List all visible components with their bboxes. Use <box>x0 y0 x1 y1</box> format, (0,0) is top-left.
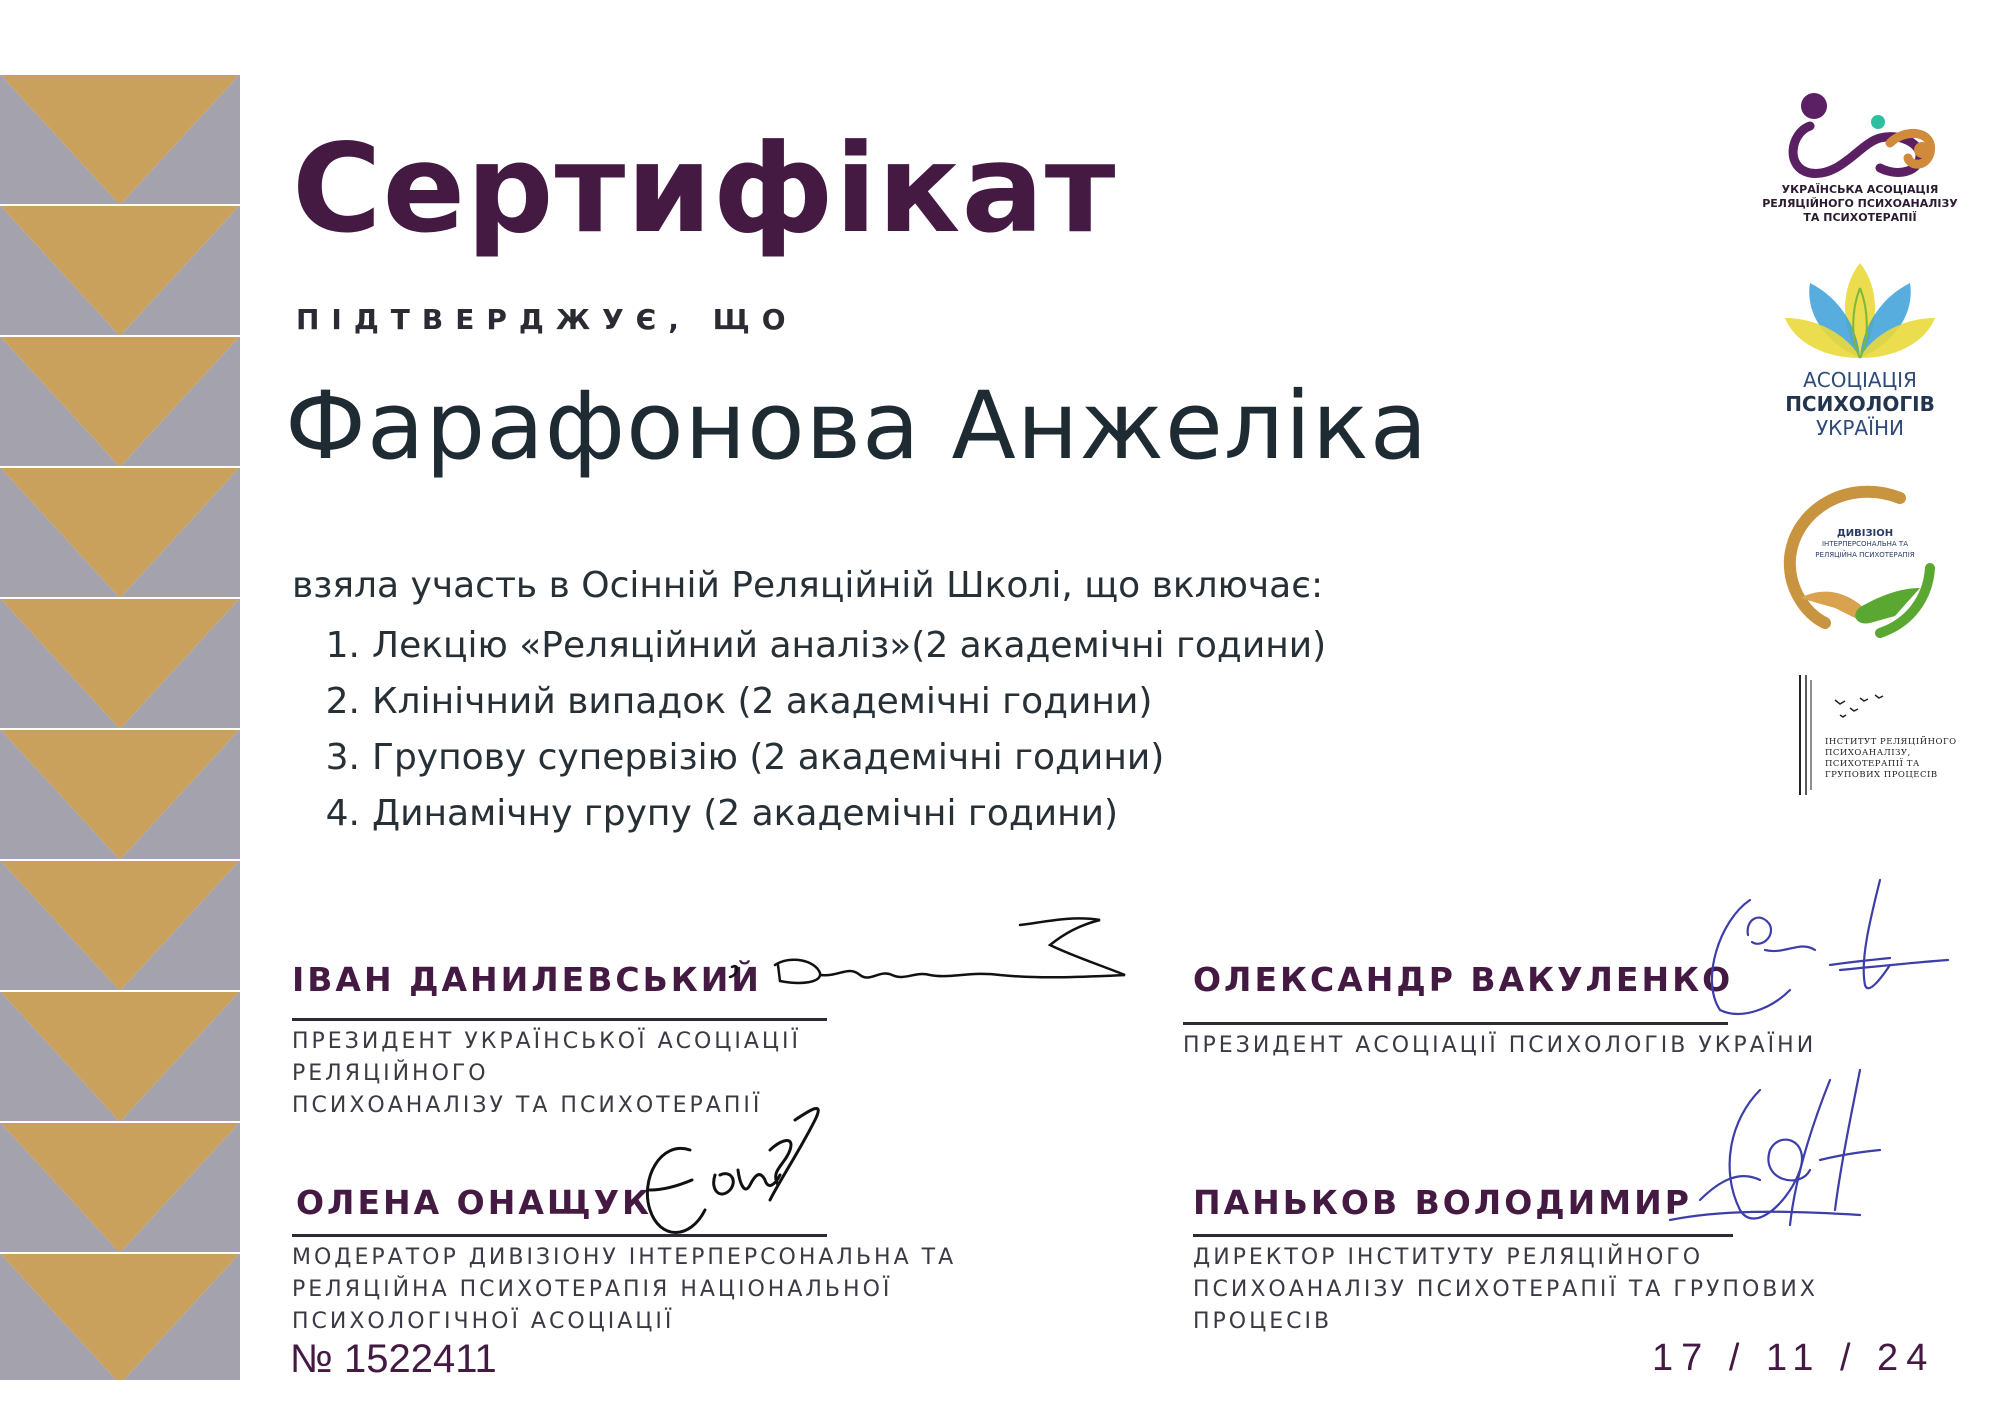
list-item: 1. Лекцію «Реляційний аналіз»(2 академічні години) <box>325 625 1327 666</box>
recipient-name: Фарафонова Анжеліка <box>285 372 1429 481</box>
logo-division: ДИВІЗІОН ІНТЕРПЕРСОНАЛЬНА ТА РЕЛЯЦІЙНА ПСИХОТЕРАПІЯ <box>1780 478 1940 643</box>
signatory-role: ДИРЕКТОР ІНСТИТУТУ РЕЛЯЦІЙНОГО ПСИХОАНАЛІЗУ ПСИХОТЕРАПІЇ ТА ГРУПОВИХ ПРОЦЕСІВ <box>1193 1245 1818 1334</box>
infinity-people-icon <box>1750 88 1970 183</box>
program-list <box>300 618 1326 842</box>
signature-danylevskyi <box>720 905 1140 1005</box>
logo-uarpp: УКРАЇНСЬКА АСОЦІАЦІЯ РЕЛЯЦІЙНОГО ПСИХОАНАЛІЗУ ТА ПСИХОТЕРАПІЇ <box>1750 88 1970 238</box>
list-item: 2. Клінічний випадок (2 академічні години) <box>325 681 1153 722</box>
signatory-name: ОЛЕКСАНДР ВАКУЛЕНКО <box>1193 960 1734 999</box>
list-item: 4. Динамічну групу (2 академічні години) <box>325 793 1119 834</box>
certificate-date: 17 / 11 / 24 <box>1652 1337 1936 1379</box>
signature-line <box>292 1018 827 1021</box>
signature-line <box>1193 1234 1733 1237</box>
signatory-name: ПАНЬКОВ ВОЛОДИМИР <box>1193 1183 1692 1222</box>
signatory-role: МОДЕРАТОР ДИВІЗІОНУ ІНТЕРПЕРСОНАЛЬНА ТА РЕЛЯЦІЙНА ПСИХОТЕРАПІЯ НАЦІОНАЛЬНОЇ ПСИХОЛОГІЧНОЇ АСОЦІАЦІЇ <box>292 1245 957 1334</box>
certificate-title: Сертифікат <box>292 118 1117 260</box>
lotus-icon <box>1780 258 1940 368</box>
signatory-role: ПРЕЗИДЕНТ АСОЦІАЦІЇ ПСИХОЛОГІВ УКРАЇНИ <box>1183 1033 1817 1058</box>
certificate-number: № 1522411 <box>290 1337 497 1381</box>
list-item: 3. Групову супервізію (2 академічні години) <box>325 737 1165 778</box>
signature-vakulenko <box>1690 870 1950 1030</box>
decorative-chevron-band <box>0 74 240 1380</box>
logo-apu: АСОЦІАЦІЯ ПСИХОЛОГІВ УКРАЇНИ <box>1780 258 1940 438</box>
signatory-role: ПРЕЗИДЕНТ УКРАЇНСЬКОЇ АСОЦІАЦІЇ РЕЛЯЦІЙНОГО ПСИХОАНАЛІЗУ ТА ПСИХОТЕРАПІЇ <box>292 1029 801 1118</box>
signatory-name: ІВАН ДАНИЛЕВСЬКИЙ <box>292 960 762 999</box>
signature-line <box>1183 1022 1728 1025</box>
participation-intro: взяла участь в Осінній Реляційній Школі, що включає: <box>292 565 1324 606</box>
confirms-caption: ПІДТВЕРДЖУЄ, ЩО <box>296 303 798 336</box>
signature-pankov <box>1660 1060 1900 1240</box>
signatory-vakulenko <box>1193 960 1753 999</box>
signature-onashchuk <box>620 1090 840 1260</box>
signatory-name: ОЛЕНА ОНАЩУК <box>296 1183 653 1222</box>
logo-institute: ІНСТИТУТ РЕЛЯЦІЙНОГО ПСИХОАНАЛІЗУ, ПСИХОТЕРАПІЇ ТА ГРУПОВИХ ПРОЦЕСІВ <box>1790 670 1970 800</box>
